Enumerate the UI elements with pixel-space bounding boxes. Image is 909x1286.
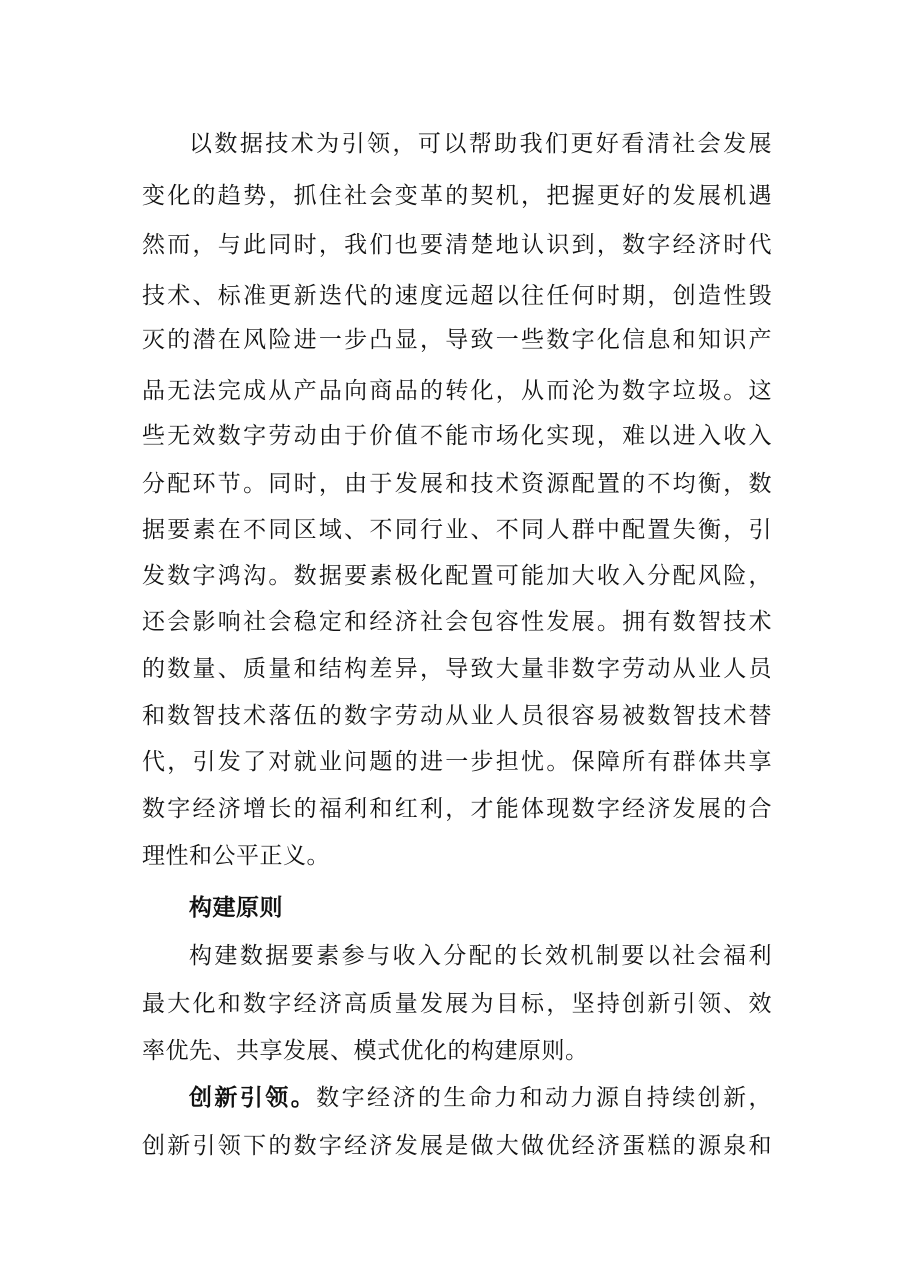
paragraph-1-line-1: 以数据技术为引领，可以帮助我们更好看清社会发展 <box>189 131 772 157</box>
paragraph-1-line-11: 还会影响社会稳定和经济社会包容性发展。拥有数智技术 <box>142 609 772 635</box>
paragraph-1-line-4: 技术、标准更新迭代的速度远超以往任何时期，创造性毁 <box>142 283 772 309</box>
paragraph-1-line-6: 品无法完成从产品向商品的转化，从而沦为数字垃圾。这 <box>142 378 772 404</box>
paragraph-2-line-2: 最大化和数字经济高质量发展为目标，坚持创新引领、效 <box>142 991 772 1017</box>
paragraph-1-line-16: 理性和公平正义。 <box>142 843 330 869</box>
paragraph-3-line-1-text: 数字经济的生命力和动力源自持续创新， <box>316 1085 773 1111</box>
paragraph-1-line-5: 灭的潜在风险进一步凸显，导致一些数字化信息和知识产 <box>142 327 772 353</box>
paragraph-2-line-3: 率优先、共享发展、模式优化的构建原则。 <box>142 1038 589 1064</box>
paragraph-1-line-7: 些无效数字劳动由于价值不能市场化实现，难以进入收入 <box>142 423 772 449</box>
paragraph-3-lead: 创新引领。 <box>189 1085 317 1111</box>
paragraph-1-line-12: 的数量、质量和结构差异，导致大量非数字劳动从业人员 <box>142 656 772 682</box>
paragraph-1-line-14: 代，引发了对就业问题的进一步担忧。保障所有群体共享 <box>142 749 772 775</box>
paragraph-3-line-2: 创新引领下的数字经济发展是做大做优经济蛋糕的源泉和 <box>142 1133 772 1159</box>
paragraph-1-line-10: 发数字鸿沟。数据要素极化配置可能加大收入分配风险， <box>142 563 772 589</box>
paragraph-2-line-1: 构建数据要素参与收入分配的长效机制要以社会福利 <box>189 943 772 969</box>
paragraph-1-line-15: 数字经济增长的福利和红利，才能体现数字经济发展的合 <box>142 796 772 822</box>
paragraph-1-line-3: 然而，与此同时，我们也要清楚地认识到，数字经济时代 <box>142 232 772 258</box>
paragraph-1-line-9: 据要素在不同区域、不同行业、不同人群中配置失衡，引 <box>142 517 772 543</box>
paragraph-3-line-1 <box>189 1082 772 1114</box>
section-heading: 构建原则 <box>189 895 283 921</box>
paragraph-1-line-8: 分配环节。同时，由于发展和技术资源配置的不均衡，数 <box>142 471 772 497</box>
paragraph-1-line-2: 变化的趋势，抓住社会变革的契机，把握更好的发展机遇 <box>142 183 772 209</box>
paragraph-1-line-13: 和数智技术落伍的数字劳动从业人员很容易被数智技术替 <box>142 703 772 729</box>
